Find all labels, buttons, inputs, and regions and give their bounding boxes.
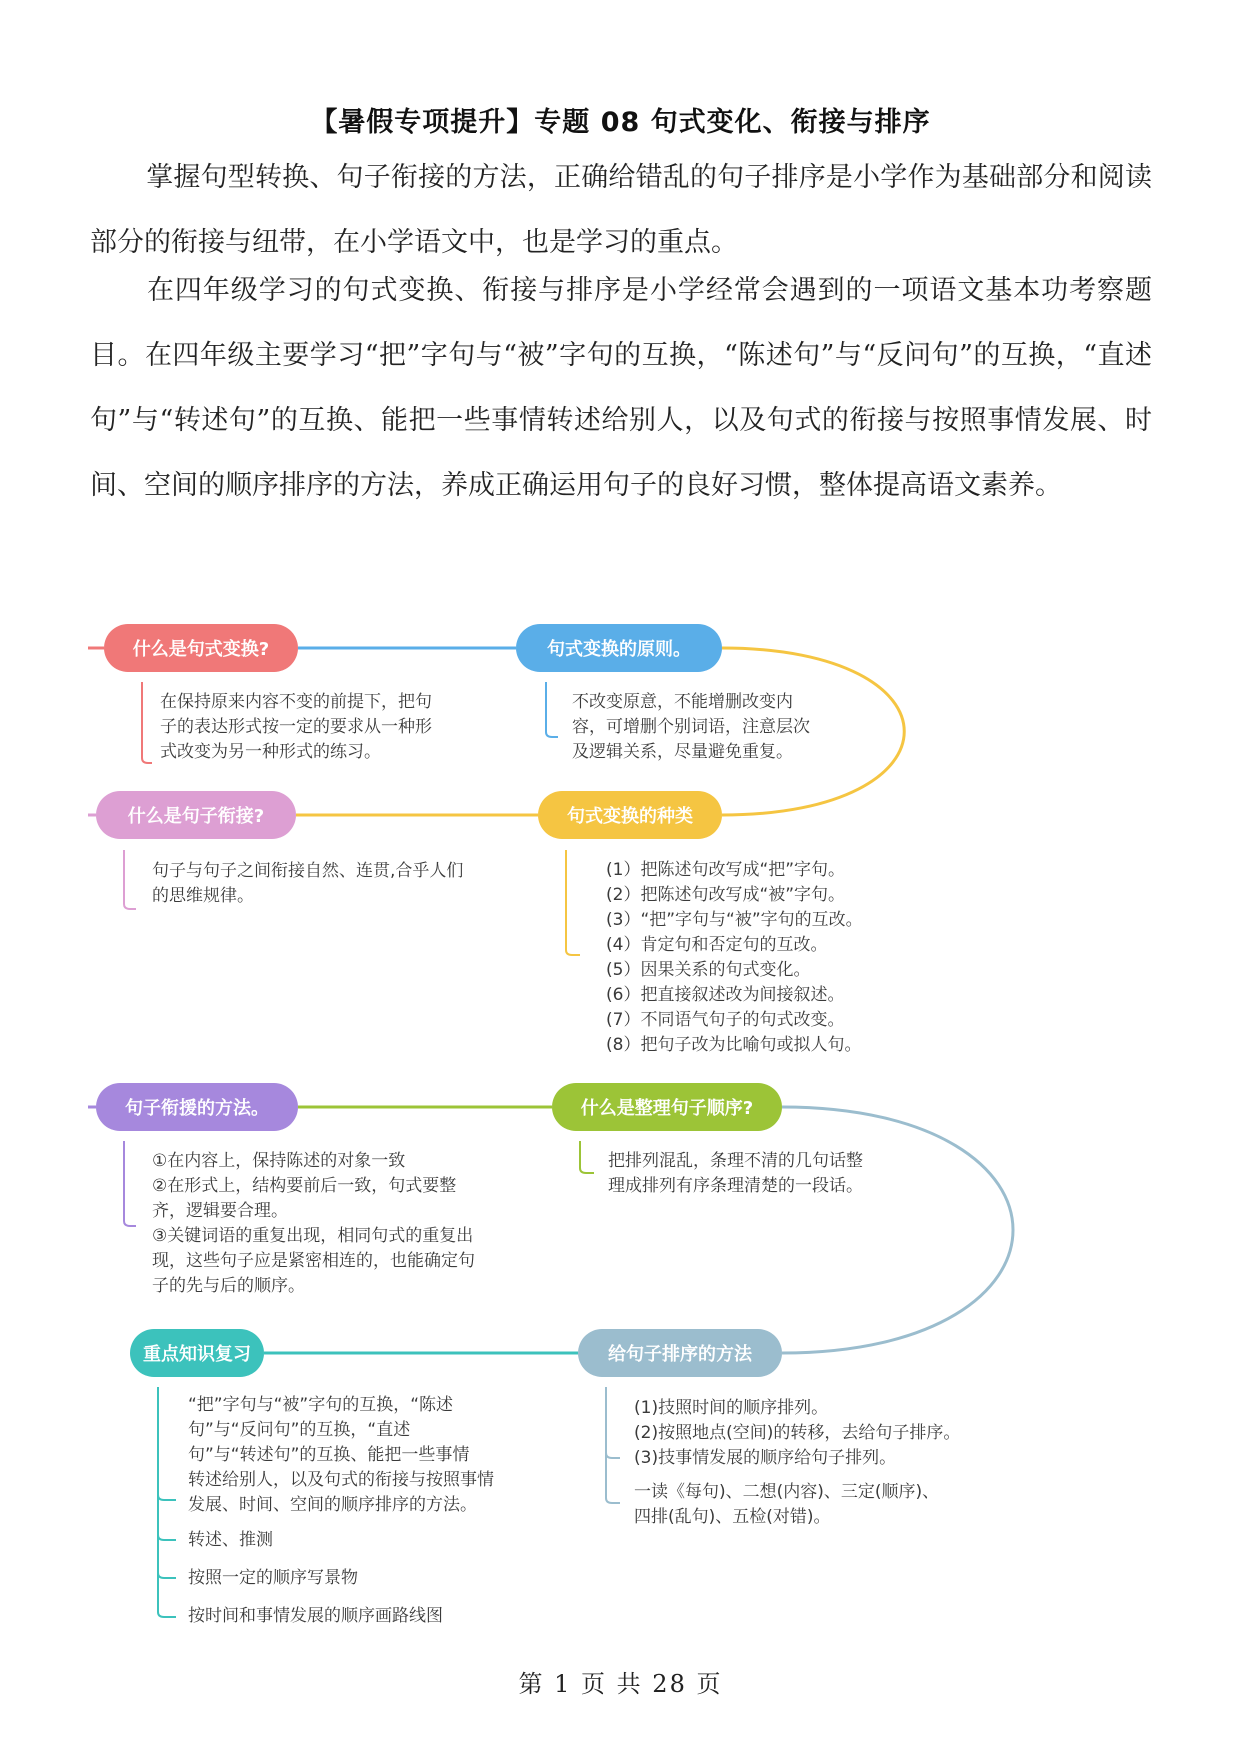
document-title: 【暑假专项提升】专题 08 句式变化、衔接与排序: [310, 107, 931, 138]
bracket-n8-mid: [606, 1453, 620, 1458]
transformation-type-item: (7）不同语气句子的句式改变。: [606, 1010, 845, 1030]
bracket-n7-sub2: [158, 1573, 176, 1578]
bracket-n1: [142, 682, 152, 763]
topic-what-is-sentence-transformation-text: 在保持原来内容不变的前提下，把句 子的表达形式按一定的要求从一种形 式改变为另一种形式的练习。: [160, 692, 432, 762]
connector-curve-slate: [782, 1107, 1013, 1353]
review-subitem: 按时间和事情发展的顺序画路线图: [188, 1606, 443, 1626]
topic-sentence-ordering-steps: 一读《每句)、二想(内容)、三定(顺序)、 四排(乱句)、五检(对错)。: [634, 1482, 940, 1527]
bracket-n8: [606, 1387, 620, 1503]
transformation-type-item: (6）把直接叙述改为间接叙述。: [606, 985, 845, 1005]
transformation-type-item: (5）因果关系的句式变化。: [606, 960, 811, 980]
transformation-type-item: (1）把陈述句改写成“把”字句。: [606, 860, 846, 880]
bracket-n7-text: [158, 1495, 176, 1500]
bracket-n5: [124, 1141, 136, 1226]
topic-cohesion-methods: 句子衔援的方法。: [96, 1083, 298, 1131]
intro-paragraph-2-text: 在四年级学习的句式变换、衔接与排序是小学经常会遇到的一项语文基本功考察题目。在四年级主要学习“把”字句与“被”字句的互换，“陈述句”与“反问句”的互换，“直述句”与“转述句”的互换、能把一些事情转述给别人，以及句式的衔接与按照事情发展、时间、空间的顺序排序的方法，养成正确运用句子的良好习惯，整体提高语文素养。: [90, 275, 1152, 501]
topic-transformation-principles-text: 不改变原意，不能增删改变内 容，可增删个别词语，注意层次 及逻辑关系，尽量避免重复。: [572, 692, 810, 762]
bracket-n3: [124, 850, 136, 909]
topic-what-is-sentence-ordering-text: 把排列混乱，条理不清的几句话整 理成排列有序条理清楚的一段话。: [608, 1151, 863, 1196]
bracket-n2: [546, 682, 558, 737]
bracket-n7-sub1: [158, 1535, 176, 1540]
transformation-type-item: (8）把句子改为比喻句或拟人句。: [606, 1035, 862, 1055]
topic-transformation-types: 句式变换的种类: [538, 791, 722, 839]
bracket-n6: [580, 1141, 594, 1173]
transformation-type-item: (4）肯定句和否定句的互改。: [606, 935, 828, 955]
review-subitem: 转述、推测: [188, 1530, 273, 1550]
page-footer: 第 1 页 共 28 页: [518, 1670, 723, 1698]
topic-key-knowledge-review-text: “把”字句与“被”字句的互换，“陈述 句”与“反问句”的互换，“直述 句”与“转述句”的互换、能把一些事情 转述给别人，以及句式的衔接与按照事情 发展、时间、空间的顺序排序的方法。: [188, 1395, 494, 1515]
transformation-type-item: (3）“把”字句与“被”字句的互改。: [606, 910, 863, 930]
topic-key-knowledge-review: 重点知识复习: [130, 1329, 264, 1377]
transformation-type-item: (2）把陈述句改写成“被”字句。: [606, 885, 846, 905]
topic-what-is-sentence-cohesion: 什么是句子衔接?: [96, 791, 296, 839]
topic-what-is-sentence-ordering: 什么是整理句子顺序?: [552, 1083, 782, 1131]
topic-sentence-ordering-methods-text: (1)技照时间的顺序排列。 (2)按照地点(空间)的转移，去给句子排序。 (3)技事情发展的顺序给句子排列。: [634, 1398, 961, 1468]
topic-cohesion-methods-text: ①在内容上，保持陈述的对象一致 ②在形式上，结构要前后一致，句式要整 齐，逻辑要合理。 ③关键词语的重复出现，相同句式的重复出 现，这些句子应是紧密相连的，也能确定句 子的先与后的顺序。: [152, 1151, 475, 1296]
topic-transformation-principles: 句式变换的原则。: [516, 624, 722, 672]
topic-what-is-sentence-cohesion-text: 句子与句子之间衔接自然、连贯,合乎人们 的思维规律。: [152, 861, 464, 906]
review-subitem: 按照一定的顺序写景物: [188, 1568, 358, 1588]
intro-paragraph-1-text: 掌握句型转换、句子衔接的方法，正确给错乱的句子排序是小学作为基础部分和阅读部分的衔接与纽带，在小学语文中，也是学习的重点。: [90, 162, 1152, 258]
topic-what-is-sentence-transformation: 什么是句式变换?: [104, 624, 298, 672]
topic-sentence-ordering-methods: 给句子排序的方法: [578, 1329, 782, 1377]
bracket-n4: [566, 850, 580, 955]
bracket-n7: [158, 1387, 176, 1617]
